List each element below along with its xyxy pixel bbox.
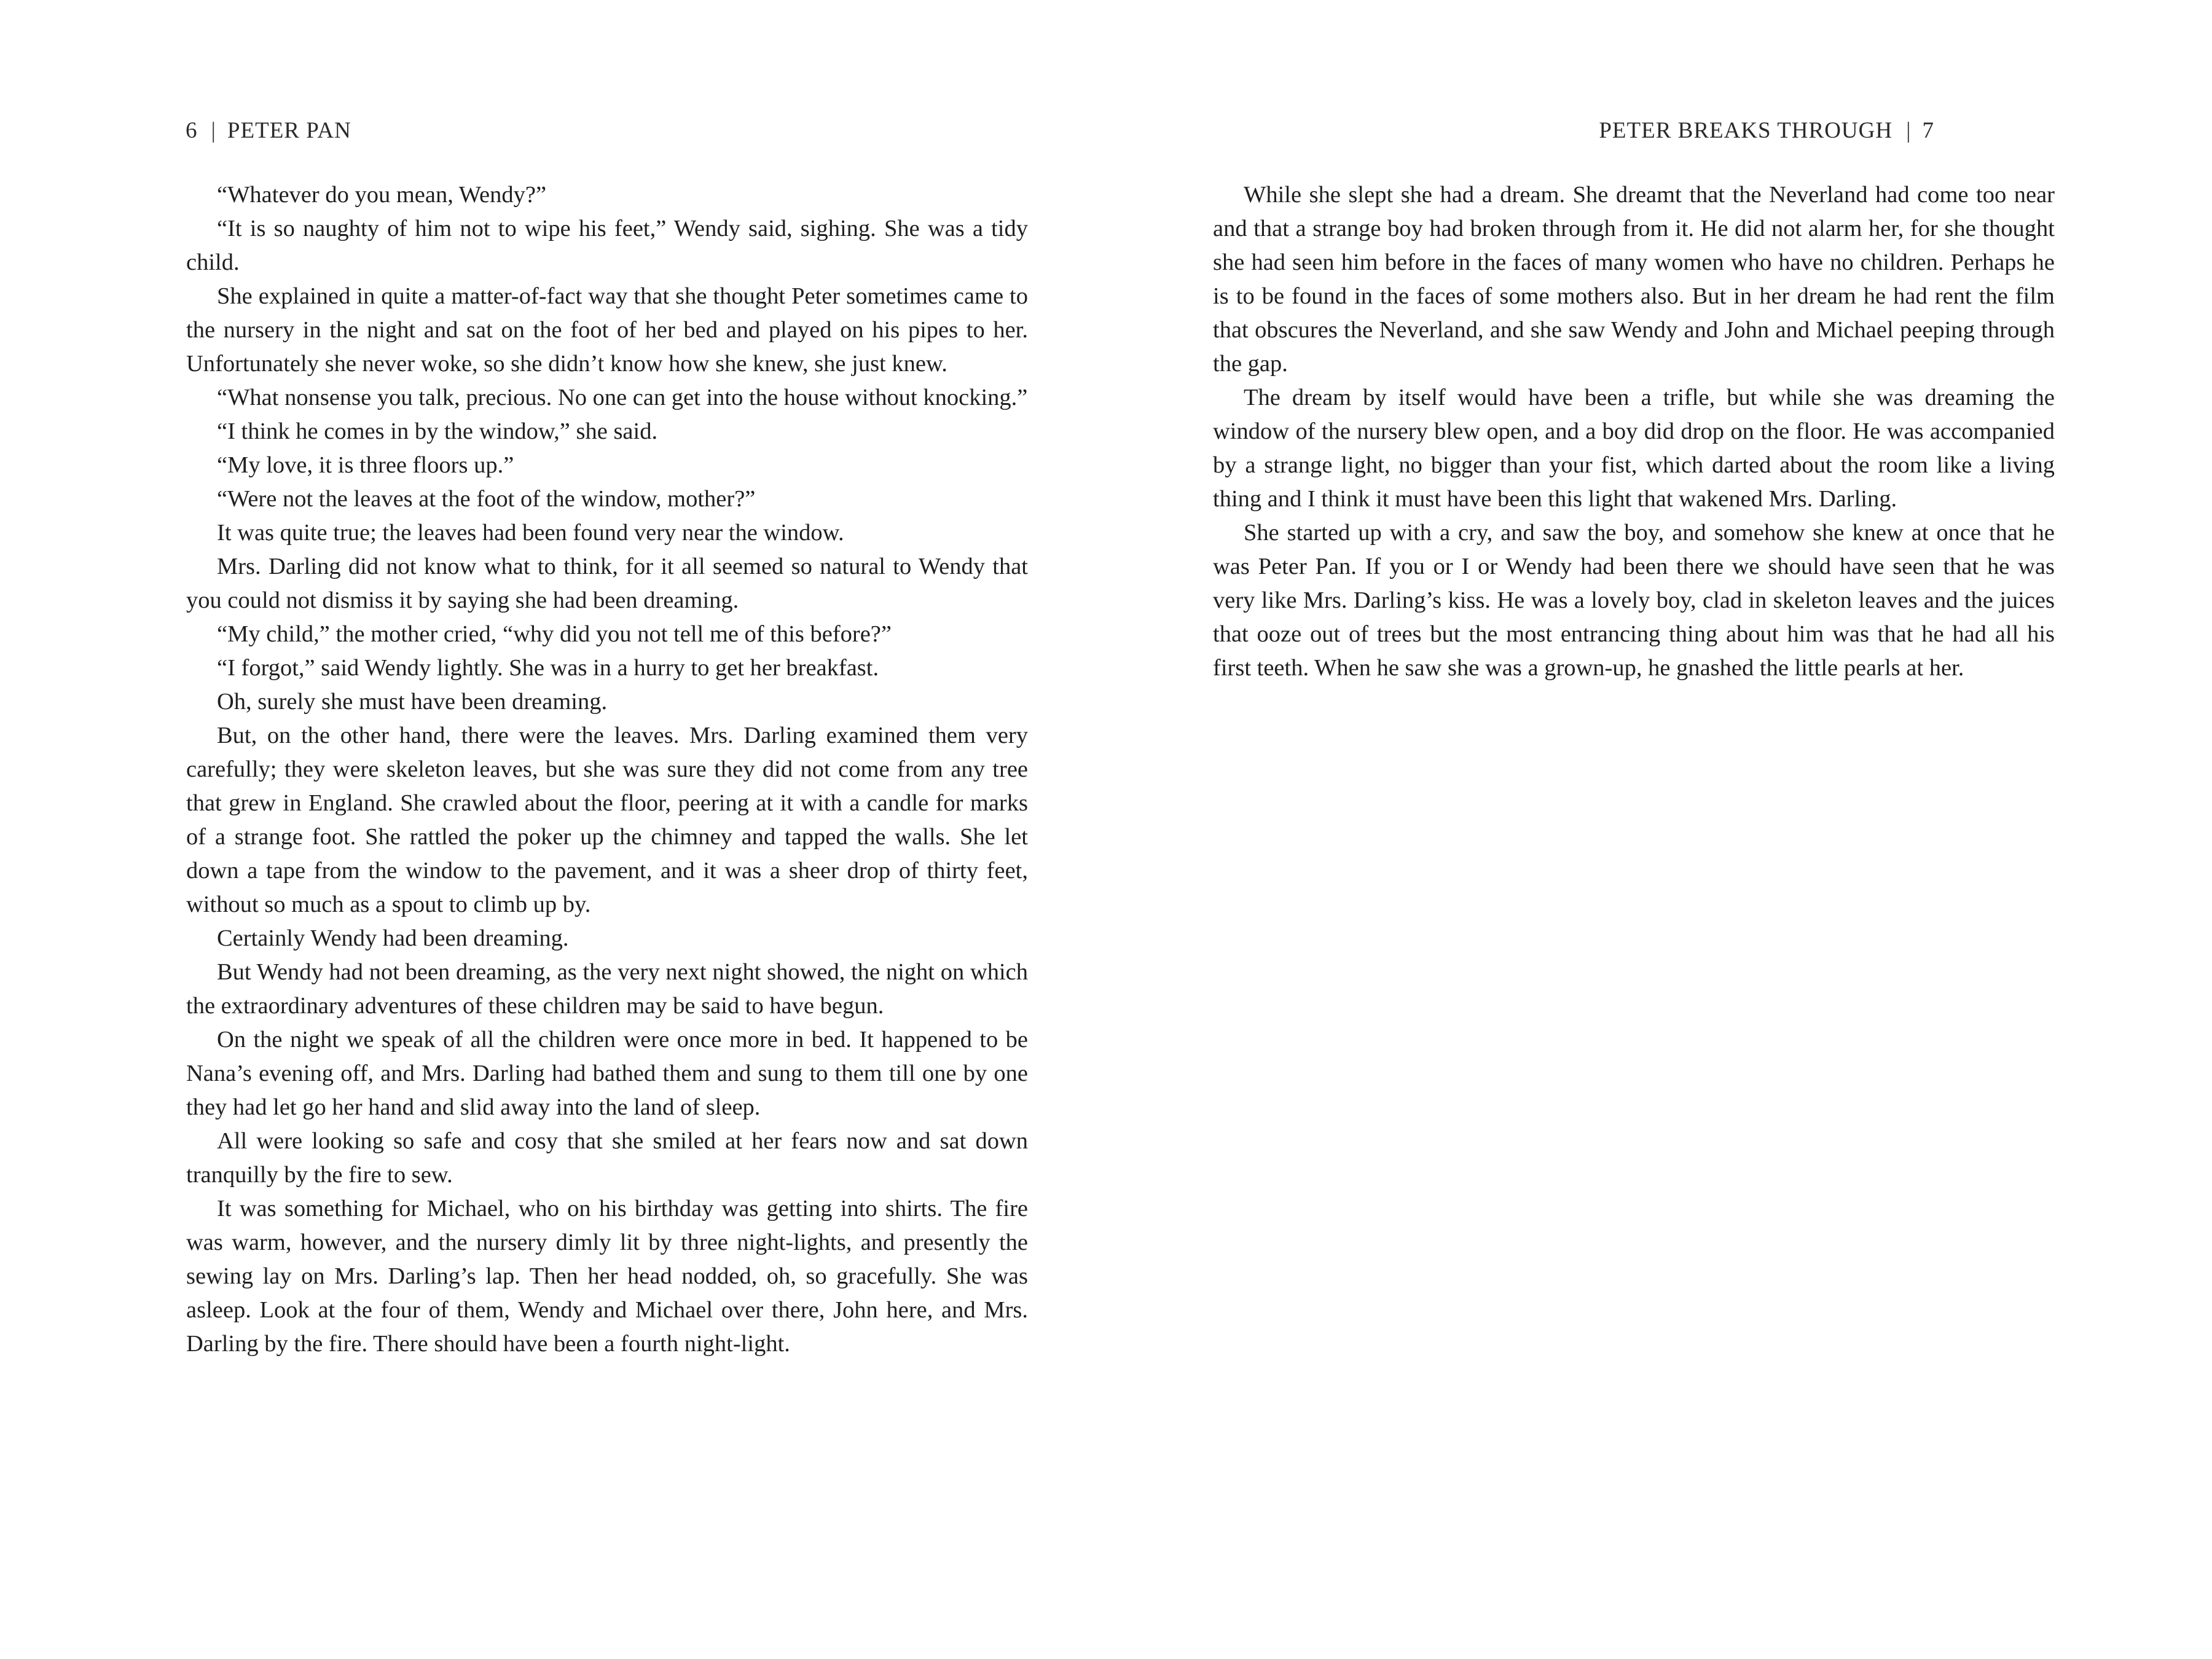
- left-header-separator: |: [211, 118, 216, 143]
- paragraph: It was quite true; the leaves had been found very near the window.: [217, 520, 844, 546]
- paragraph: Oh, surely she must have been dreaming.: [217, 689, 608, 715]
- paragraph: “My love, it is three floors up.”: [217, 452, 514, 478]
- right-header-separator: |: [1906, 118, 1912, 143]
- left-running-head: [186, 116, 351, 146]
- paragraph: But Wendy had not been dreaming, as the very next night showed, the night on which the extraordinary adventures of these children may be said to have begun.: [186, 959, 1028, 1019]
- paragraph: The dream by itself would have been a trifle, but while she was dreaming the window of the nursery blew open, and a boy did drop on the floor. He was accompanied by a strange light, no bigger than your fist, which darted about the room like a living thing and I think it must have been this light that wakened Mrs. Darling.: [1213, 385, 2055, 512]
- right-running-title: PETER BREAKS THROUGH: [1599, 118, 1893, 143]
- paragraph: “What nonsense you talk, precious. No one can get into the house without knocking.”: [217, 385, 1028, 410]
- left-body-text: [186, 178, 1028, 1361]
- paragraph: But, on the other hand, there were the leaves. Mrs. Darling examined them very carefully; they were skeleton leaves, but she was sure they did not come from any tree that grew in England. She crawled about the floor, peering at it with a candle for marks of a strange foot. She rattled the poker up the chimney and tapped the walls. She let down a tape from the window to the pavement, and it was a sheer drop of thirty feet, without so much as a spout to climb up by.: [186, 723, 1028, 917]
- paragraph: She started up with a cry, and saw the boy, and somehow she knew at once that he was Peter Pan. If you or I or Wendy had been there we should have seen that he was very like Mrs. Darling’s kiss. He was a lovely boy, clad in skeleton leaves and the juices that ooze out of trees but the most entrancing thing about him was that he had all his first teeth. When he saw she was a grown-up, he gnashed the little pearls at her.: [1213, 520, 2055, 681]
- paragraph: “My child,” the mother cried, “why did you not tell me of this before?”: [217, 621, 892, 647]
- paragraph: “I forgot,” said Wendy lightly. She was in a hurry to get her breakfast.: [217, 655, 879, 681]
- paragraph: “I think he comes in by the window,” she said.: [217, 418, 658, 444]
- paragraph: On the night we speak of all the children were once more in bed. It happened to be Nana’s evening off, and Mrs. Darling had bathed them and sung to them till one by one they had let go her hand and slid away into the land of sleep.: [186, 1027, 1028, 1120]
- paragraph: She explained in quite a matter-of-fact way that she thought Peter sometimes came to the nursery in the night and sat on the foot of her bed and played on his pipes to her. Unfortunately she never woke, so she didn’t know how she knew, she just knew.: [186, 283, 1028, 377]
- paragraph: “Were not the leaves at the foot of the window, mother?”: [217, 486, 756, 512]
- right-page-number: 7: [1922, 118, 1934, 143]
- right-running-head: [1599, 116, 1934, 146]
- left-page-number: 6: [186, 118, 198, 143]
- paragraph: Certainly Wendy had been dreaming.: [217, 925, 569, 951]
- paragraph: “Whatever do you mean, Wendy?”: [217, 182, 547, 208]
- paragraph: All were looking so safe and cosy that she smiled at her fears now and sat down tranquilly by the fire to sew.: [186, 1128, 1028, 1188]
- paragraph: It was something for Michael, who on his birthday was getting into shirts. The fire was warm, however, and the nursery dimly lit by three night-lights, and presently the sewing lay on Mrs. Darling’s lap. Then her head nodded, oh, so gracefully. She was asleep. Look at the four of them, Wendy and Michael over there, John here, and Mrs. Darling by the fire. There should have been a fourth night-light.: [186, 1196, 1028, 1357]
- paragraph: Mrs. Darling did not know what to think, for it all seemed so natural to Wendy that you could not dismiss it by saying she had been dreaming.: [186, 554, 1028, 613]
- left-running-title: PETER PAN: [227, 118, 351, 143]
- paragraph: “It is so naughty of him not to wipe his feet,” Wendy said, sighing. She was a tidy child.: [186, 216, 1028, 275]
- right-page: [1106, 0, 2212, 1659]
- paragraph: While she slept she had a dream. She dreamt that the Neverland had come too near and that a strange boy had broken through from it. He did not alarm her, for she thought she had seen him before in the faces of many women who have no children. Perhaps he is to be found in the faces of some mothers also. But in her dream he had rent the film that obscures the Neverland, and she saw Wendy and John and Michael peeping through the gap.: [1213, 182, 2055, 377]
- right-body-text: [1213, 178, 2055, 685]
